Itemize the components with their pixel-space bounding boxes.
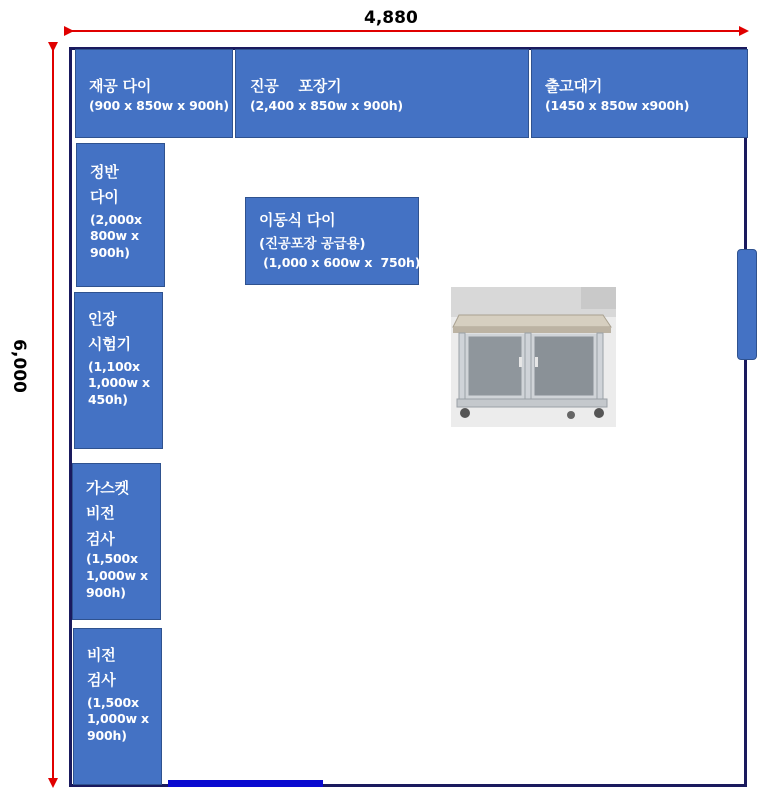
box-spec: (1,500x <box>87 694 139 710</box>
box-title: 출고대기 <box>545 77 603 95</box>
box-spec: 900h) <box>90 245 130 261</box>
box-spec: (1450 x 850w x900h) <box>545 98 690 114</box>
box-title: 시험기 <box>88 335 131 354</box>
box-jaegong-die <box>75 49 233 138</box>
floor-plan-room <box>69 47 747 787</box>
box-spec: 1,000w x <box>87 711 149 727</box>
box-gasket-vision-inspection <box>72 463 161 620</box>
height-dimension-label: 6,000 <box>8 339 29 393</box>
box-title: (진공포장 공급용) <box>259 236 366 253</box>
box-spec: 800w x <box>90 228 139 244</box>
box-tensile-tester <box>74 292 163 449</box>
box-spec: (2,000x <box>90 211 142 227</box>
box-title: 검사 <box>86 529 115 548</box>
box-mobile-die <box>245 197 419 285</box>
box-title: 진공 포장기 <box>250 77 342 95</box>
box-spec: 1,000w x <box>86 567 148 583</box>
box-spec: (1,000 x 600w x 750h) <box>259 255 421 271</box>
box-title: 이동식 다이 <box>259 211 336 229</box>
box-vacuum-packer <box>235 49 529 138</box>
box-spec: 1,000w x <box>88 375 150 391</box>
box-spec: (2,400 x 850w x 900h) <box>250 98 403 114</box>
door-bottom <box>168 780 323 787</box>
box-spec: (1,500x <box>86 550 138 566</box>
box-spec: (1,100x <box>88 358 140 374</box>
box-title: 검사 <box>87 671 116 690</box>
door-right <box>737 249 757 360</box>
box-title: 재공 다이 <box>89 77 152 95</box>
box-title: 다이 <box>90 188 119 207</box>
width-dimension-label: 4,880 <box>364 8 418 28</box>
box-spec: (900 x 850w x 900h) <box>89 98 229 114</box>
box-title: 비전 <box>86 504 115 523</box>
mobile-cart-photo <box>451 287 616 427</box>
box-spec: 900h) <box>87 728 127 744</box>
box-title: 비전 <box>87 646 116 664</box>
box-spec: 900h) <box>86 584 126 600</box>
box-shipping-wait <box>531 49 748 138</box>
box-title: 정반 <box>90 163 119 181</box>
box-spec: 450h) <box>88 392 128 408</box>
box-surface-plate-die <box>76 143 165 287</box>
box-title: 인장 <box>88 310 117 328</box>
box-vision-inspection <box>73 628 162 785</box>
box-title: 가스켓 <box>86 479 129 497</box>
